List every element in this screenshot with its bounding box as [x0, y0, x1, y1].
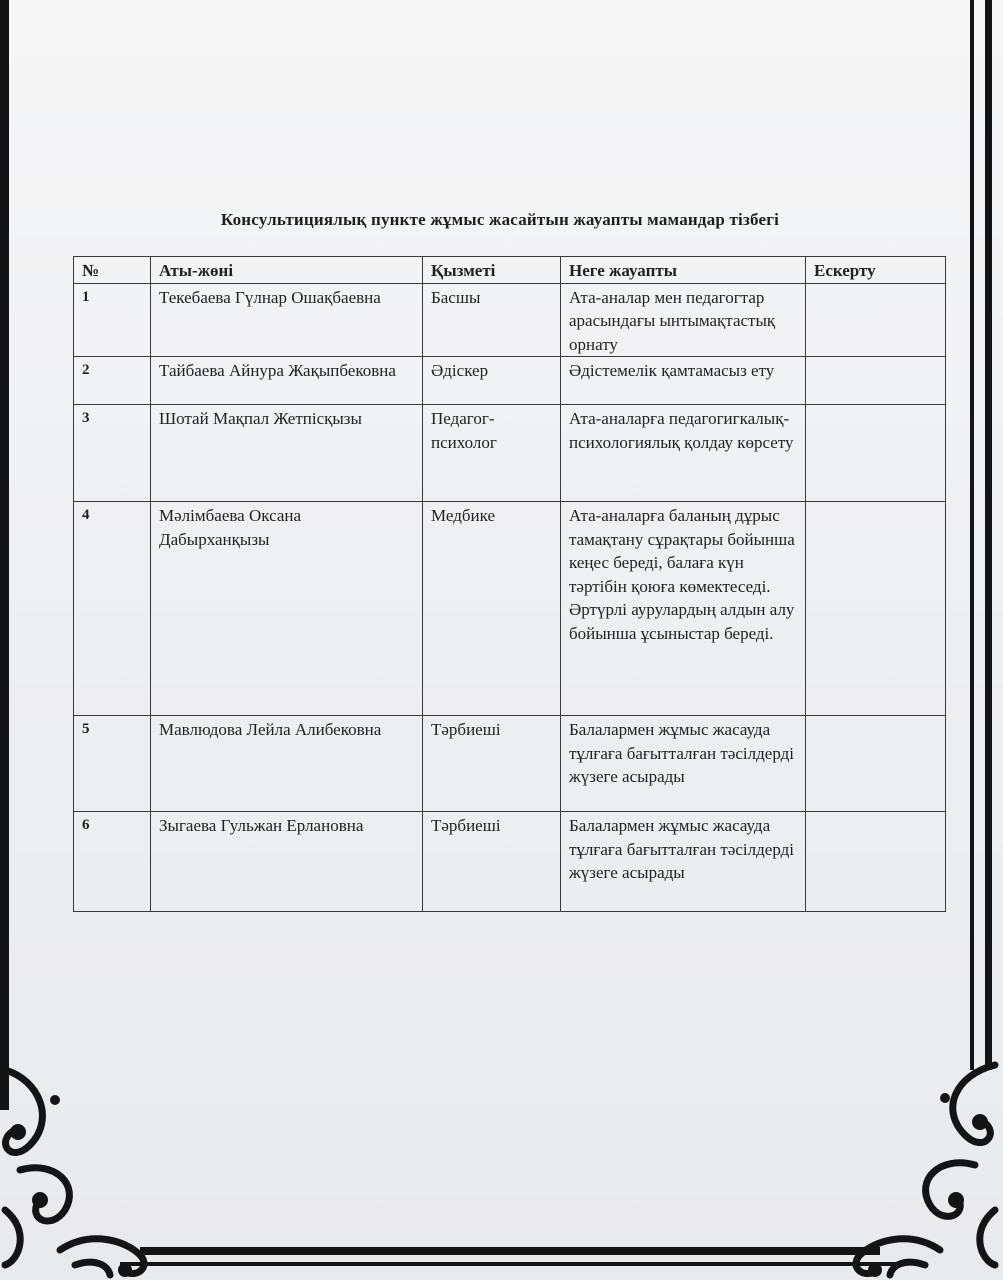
row-note — [806, 812, 946, 912]
row-name: Зыгаева Гульжан Ерлановна — [151, 812, 423, 912]
document-title: Консультициялық пункте жұмыс жасайтын жауапты мамандар тізбегі — [220, 210, 780, 229]
row-number: 2 — [74, 357, 151, 405]
table-row — [74, 812, 946, 912]
row-name: Текебаева Гүлнар Ошақбаевна — [151, 283, 423, 357]
row-note — [806, 405, 946, 502]
frame-border-left — [0, 0, 9, 1110]
row-note — [806, 716, 946, 812]
row-position: Тәрбиеші — [423, 716, 561, 812]
row-number: 1 — [74, 283, 151, 357]
row-name: Мәлімбаева Оксана Дабырханқызы — [151, 502, 423, 716]
column-header-position: Қызметі — [423, 257, 561, 284]
column-header-responsibility: Неге жауапты — [561, 257, 806, 284]
table-row — [74, 716, 946, 812]
row-number: 3 — [74, 405, 151, 502]
frame-border-right-outer — [985, 0, 992, 1070]
column-header-note: Ескерту — [806, 257, 946, 284]
table-row — [74, 283, 946, 357]
table-row — [74, 357, 946, 405]
row-note — [806, 357, 946, 405]
row-note — [806, 502, 946, 716]
swirl-ornament-icon — [0, 1060, 190, 1280]
swirl-ornament-icon — [780, 1060, 1003, 1280]
row-position: Медбике — [423, 502, 561, 716]
row-position: Басшы — [423, 283, 561, 357]
row-responsibility: Ата-аналарға баланың дұрыс тамақтану сұрақтары бойынша кеңес береді, балаға күн тәртібін қоюға көмектеседі. Әртүрлі аурулардың алдын алу бойынша ұсыныстар береді. — [561, 502, 806, 716]
frame-border-bottom — [140, 1247, 880, 1255]
frame-border-right-inner — [970, 0, 974, 1070]
row-number: 5 — [74, 716, 151, 812]
row-responsibility: Ата-аналар мен педагогтар арасындағы ынтымақтастық орнату — [561, 283, 806, 357]
row-name: Шотай Мақпал Жетпісқызы — [151, 405, 423, 502]
row-note — [806, 283, 946, 357]
table-row — [74, 502, 946, 716]
staff-table — [73, 256, 946, 912]
row-position: Әдіскер — [423, 357, 561, 405]
row-responsibility: Ата-аналарға педагогигкалық-психологиялық қолдау көрсету — [561, 405, 806, 502]
table-row — [74, 405, 946, 502]
row-responsibility: Балалармен жұмыс жасауда тұлғаға бағытталған тәсілдерді жүзеге асырады — [561, 812, 806, 912]
column-header-number: № — [74, 257, 151, 284]
row-responsibility: Әдістемелік қамтамасыз ету — [561, 357, 806, 405]
table-header-row — [74, 257, 946, 284]
row-position: Педагог-психолог — [423, 405, 561, 502]
row-number: 4 — [74, 502, 151, 716]
row-name: Мавлюдова Лейла Алибековна — [151, 716, 423, 812]
row-number: 6 — [74, 812, 151, 912]
column-header-name: Аты-жөні — [151, 257, 423, 284]
row-name: Тайбаева Айнура Жақыпбековна — [151, 357, 423, 405]
row-responsibility: Балалармен жұмыс жасауда тұлғаға бағытталған тәсілдерді жүзеге асырады — [561, 716, 806, 812]
row-position: Тәрбиеші — [423, 812, 561, 912]
